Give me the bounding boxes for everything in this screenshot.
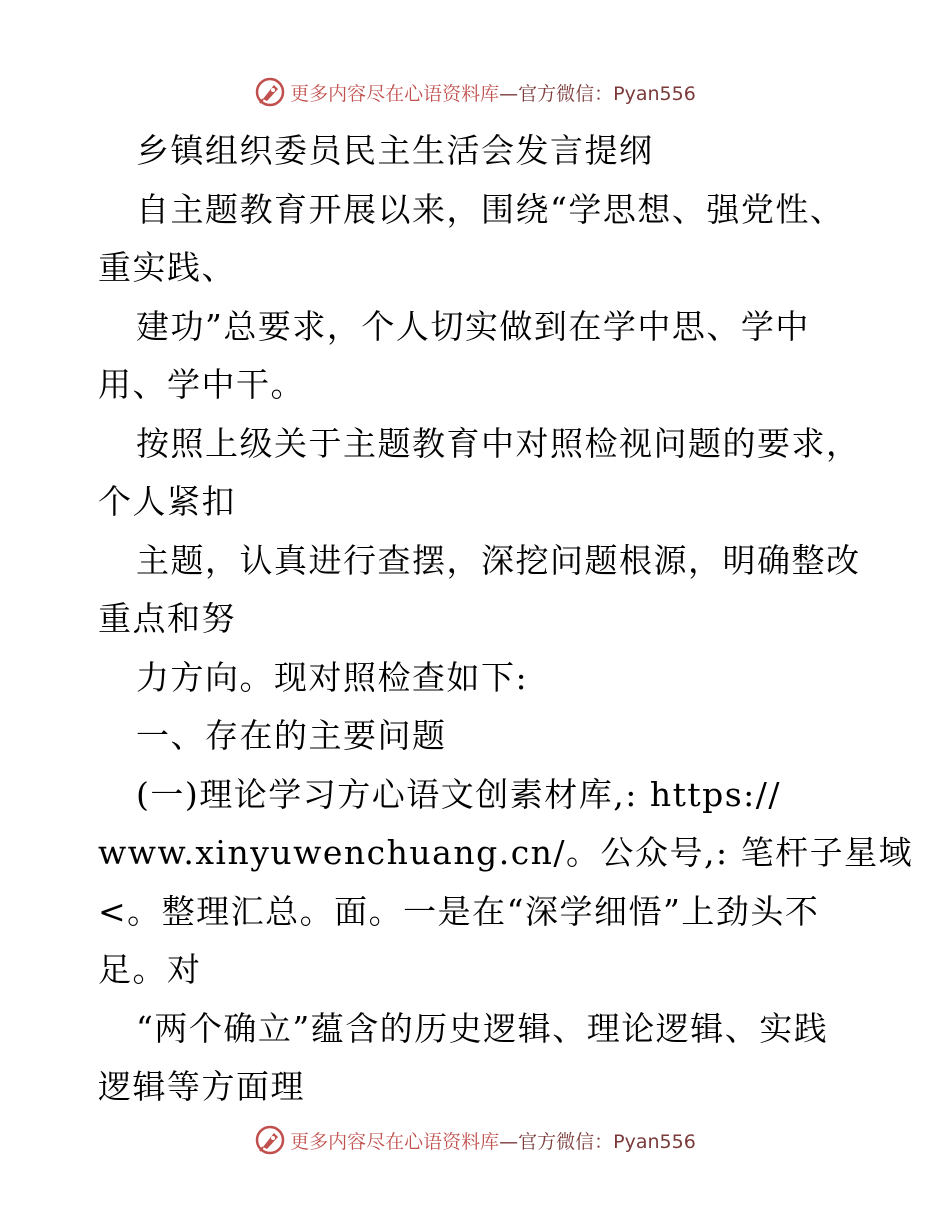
document-body bbox=[98, 122, 914, 1117]
footer-watermark-banner bbox=[0, 1118, 950, 1162]
paragraph-line: 用、学中干。 bbox=[98, 365, 305, 404]
pen-nib-circle-icon bbox=[254, 76, 286, 108]
subsection-heading: (一)理论学习方心语文创素材库,: https:// bbox=[136, 774, 782, 814]
paragraph-line: 力方向。现对照检查如下: bbox=[136, 657, 529, 697]
document-title: 乡镇组织委员民主生活会发言提纲 bbox=[136, 131, 654, 170]
paragraph-line: 足。对 bbox=[98, 950, 202, 989]
paragraph-line: www.xinyuwenchuang.cn/。公众号,: 笔杆子星域 bbox=[98, 833, 914, 872]
paragraph-line: 逻辑等方面理 bbox=[98, 1067, 305, 1106]
paragraph-line: 重点和努 bbox=[98, 599, 236, 638]
paragraph-line: 按照上级关于主题教育中对照检视问题的要求， bbox=[136, 423, 861, 463]
paragraph-line: 自主题教育开展以来，围绕“学思想、强党性、 bbox=[136, 189, 845, 229]
paragraph-line: “两个确立”蕴含的历史逻辑、理论逻辑、实践 bbox=[136, 1008, 829, 1048]
paragraph-line: 建功”总要求，个人切实做到在学中思、学中 bbox=[136, 306, 810, 346]
section-heading: 一、存在的主要问题 bbox=[136, 716, 447, 755]
header-watermark-text: 更多内容尽在心语资料库—官方微信：Pyan556 bbox=[290, 82, 696, 105]
footer-watermark-group bbox=[254, 1124, 696, 1156]
paragraph-line: 主题，认真进行查摆，深挖问题根源，明确整改 bbox=[136, 540, 861, 580]
pen-nib-circle-icon bbox=[254, 1124, 286, 1156]
footer-watermark-text: 更多内容尽在心语资料库—官方微信：Pyan556 bbox=[290, 1130, 696, 1153]
header-watermark-group bbox=[254, 76, 696, 108]
paragraph-line: <。整理汇总。面。一是在“深学细悟”上劲头不 bbox=[98, 891, 820, 931]
paragraph-line: 重实践、 bbox=[98, 248, 236, 287]
paragraph-line: 个人紧扣 bbox=[98, 482, 236, 521]
header-watermark-banner bbox=[0, 70, 950, 114]
